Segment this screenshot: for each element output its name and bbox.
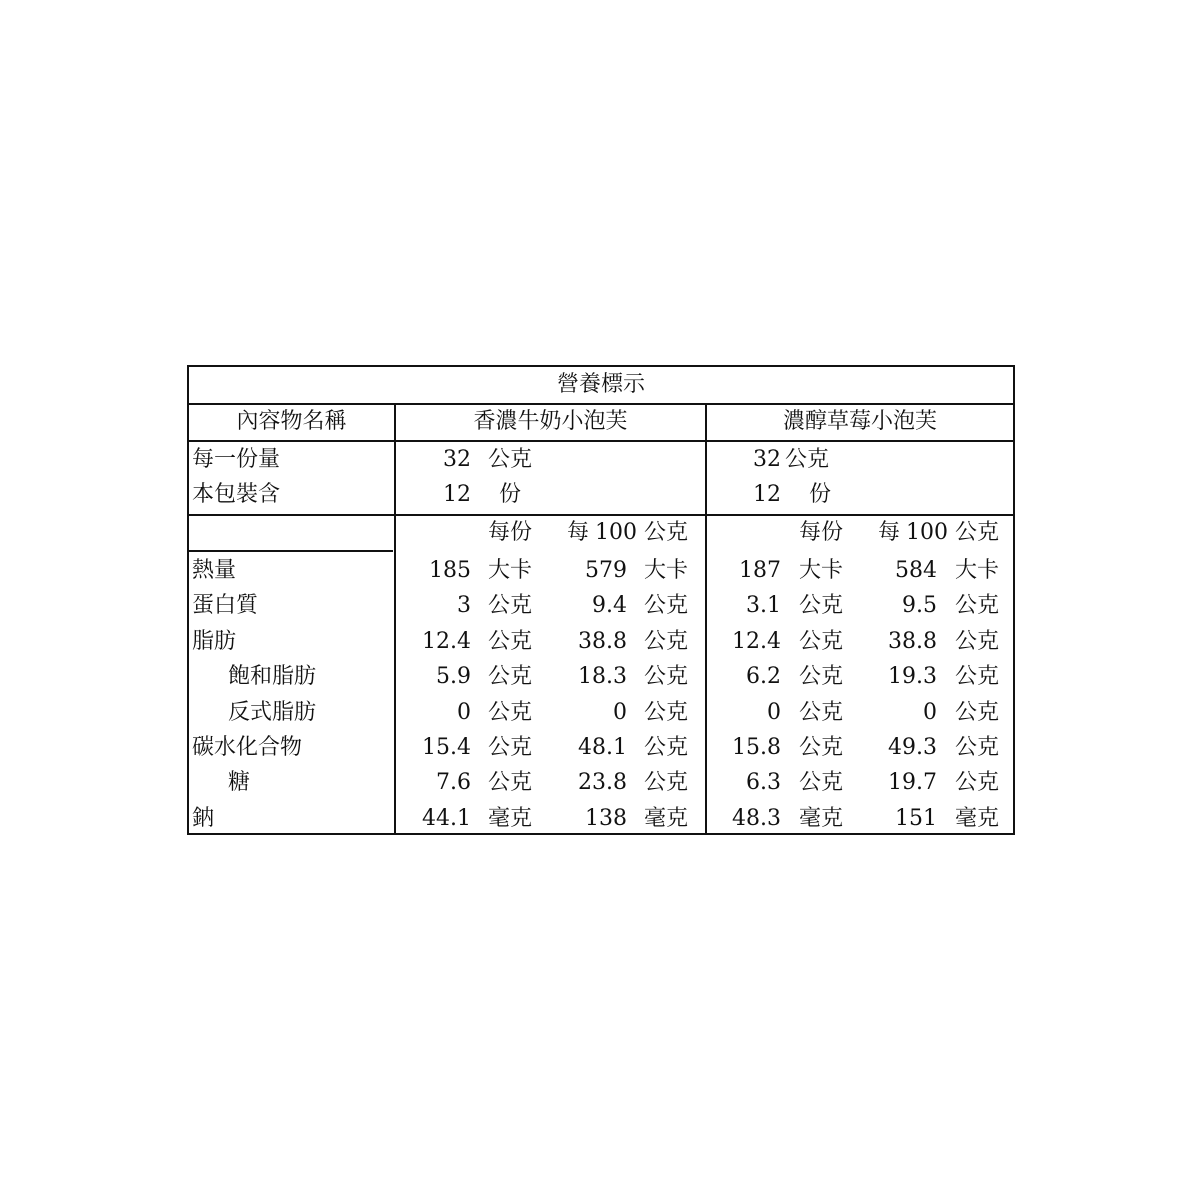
divider-under-product-names [189, 440, 1013, 442]
p2-per-serving-value: 12.4 [732, 629, 781, 654]
divider-under-serving-info [189, 514, 1013, 516]
p2-per-serving-unit: 公克 [799, 593, 844, 618]
p1-per-serving-value: 7.6 [436, 770, 471, 795]
p1-per-100g-value: 0 [613, 700, 627, 725]
p1-per-100g-unit: 公克 [644, 700, 689, 725]
p2-per-100g-unit: 公克 [955, 593, 1000, 618]
p2-per-100-amount: 100 [906, 520, 948, 545]
p2-per-serving-value: 48.3 [732, 806, 781, 831]
p1-servings-value: 12 [443, 482, 471, 507]
p2-per-serving-value: 3.1 [746, 593, 781, 618]
nutrient-name: 反式脂肪 [228, 700, 317, 725]
p1-per-100g-unit: 公克 [644, 664, 689, 689]
p2-per-serving-header: 每份 [799, 520, 844, 545]
p1-per-100-unit: 公克 [644, 520, 689, 545]
p1-servings-unit: 份 [499, 482, 522, 507]
nutrient-name: 熱量 [192, 558, 237, 583]
p2-per-100g-value: 38.8 [888, 629, 937, 654]
p1-serving-size-value: 32 [443, 447, 471, 472]
p2-servings-value: 12 [753, 482, 781, 507]
nutrient-name: 蛋白質 [192, 593, 259, 618]
p1-per-serving-value: 44.1 [422, 806, 471, 831]
p2-per-100-unit: 公克 [955, 520, 1000, 545]
p2-per-serving-unit: 公克 [799, 629, 844, 654]
p1-per-serving-unit: 公克 [488, 629, 533, 654]
nutrition-label-table [187, 365, 1015, 835]
p1-serving-size-unit: 公克 [488, 447, 533, 472]
p1-per-serving-unit: 公克 [488, 700, 533, 725]
product-name-header: 內容物名稱 [236, 409, 347, 434]
p1-per-serving-unit: 公克 [488, 735, 533, 760]
p2-per-100g-unit: 毫克 [955, 806, 1000, 831]
p1-per-100-amount: 100 [595, 520, 637, 545]
p1-per-100g-value: 38.8 [578, 629, 627, 654]
p2-per-100g-unit: 公克 [955, 629, 1000, 654]
p2-per-100g-unit: 公克 [955, 770, 1000, 795]
p1-per-100g-value: 23.8 [578, 770, 627, 795]
divider-under-title [189, 403, 1013, 405]
p1-per-100g-unit: 大卡 [644, 558, 689, 583]
nutrient-name: 糖 [228, 770, 251, 795]
p1-per-100g-unit: 公克 [644, 735, 689, 760]
p1-per-serving-unit: 大卡 [488, 558, 533, 583]
p2-per-100g-value: 19.7 [888, 770, 937, 795]
p2-per-serving-unit: 公克 [799, 735, 844, 760]
divider-column-1 [394, 403, 396, 833]
p1-per-100g-value: 48.1 [578, 735, 627, 760]
p2-per-serving-value: 6.2 [746, 664, 781, 689]
p1-per-serving-value: 12.4 [422, 629, 471, 654]
divider-column-2 [705, 403, 707, 833]
p1-per-serving-value: 15.4 [422, 735, 471, 760]
p1-per-serving-header: 每份 [488, 520, 533, 545]
p1-per-serving-unit: 毫克 [488, 806, 533, 831]
p2-per-serving-unit: 公克 [799, 770, 844, 795]
product-2-name: 濃醇草莓小泡芙 [782, 409, 937, 434]
p2-per-100-prefix: 每 [878, 520, 901, 545]
nutrient-name: 碳水化合物 [192, 735, 303, 760]
p1-per-serving-value: 5.9 [436, 664, 471, 689]
p1-per-100g-unit: 公克 [644, 629, 689, 654]
p1-per-serving-value: 3 [457, 593, 471, 618]
p2-per-100g-value: 0 [923, 700, 937, 725]
p2-per-100g-value: 151 [895, 806, 937, 831]
p2-per-serving-unit: 公克 [799, 700, 844, 725]
p2-per-100g-value: 49.3 [888, 735, 937, 760]
product-1-name: 香濃牛奶小泡芙 [473, 409, 628, 434]
p1-per-serving-value: 0 [457, 700, 471, 725]
p2-per-100g-unit: 公克 [955, 735, 1000, 760]
p2-per-serving-value: 6.3 [746, 770, 781, 795]
p2-serving-size-value: 32 [753, 447, 781, 472]
p1-per-serving-value: 185 [429, 558, 471, 583]
p2-per-serving-value: 187 [739, 558, 781, 583]
nutrient-name: 脂肪 [192, 629, 237, 654]
p2-per-serving-unit: 毫克 [799, 806, 844, 831]
p2-per-100g-unit: 大卡 [955, 558, 1000, 583]
p2-per-100g-unit: 公克 [955, 664, 1000, 689]
p1-per-100g-unit: 毫克 [644, 806, 689, 831]
p1-per-100g-value: 9.4 [592, 593, 627, 618]
p2-serving-size-unit: 公克 [785, 447, 830, 472]
p2-per-100g-unit: 公克 [955, 700, 1000, 725]
p2-per-100g-value: 19.3 [888, 664, 937, 689]
p1-per-100g-unit: 公克 [644, 770, 689, 795]
p2-per-serving-unit: 大卡 [799, 558, 844, 583]
p1-per-serving-unit: 公克 [488, 664, 533, 689]
nutrient-name: 飽和脂肪 [228, 664, 317, 689]
divider-under-header-cell [189, 550, 393, 552]
p1-per-serving-unit: 公克 [488, 770, 533, 795]
serving-size-label: 每一份量 [192, 447, 281, 472]
nutrient-name: 鈉 [192, 806, 215, 831]
p2-servings-unit: 份 [809, 482, 832, 507]
p2-per-100g-value: 584 [895, 558, 937, 583]
p1-per-serving-unit: 公克 [488, 593, 533, 618]
label-title: 營養標示 [556, 372, 645, 397]
p2-per-serving-value: 15.8 [732, 735, 781, 760]
p2-per-serving-value: 0 [767, 700, 781, 725]
p1-per-100g-value: 18.3 [578, 664, 627, 689]
p1-per-100-prefix: 每 [567, 520, 590, 545]
p1-per-100g-value: 579 [585, 558, 627, 583]
servings-per-package-label: 本包裝含 [192, 482, 281, 507]
p1-per-100g-value: 138 [585, 806, 627, 831]
p2-per-100g-value: 9.5 [902, 593, 937, 618]
p2-per-serving-unit: 公克 [799, 664, 844, 689]
p1-per-100g-unit: 公克 [644, 593, 689, 618]
